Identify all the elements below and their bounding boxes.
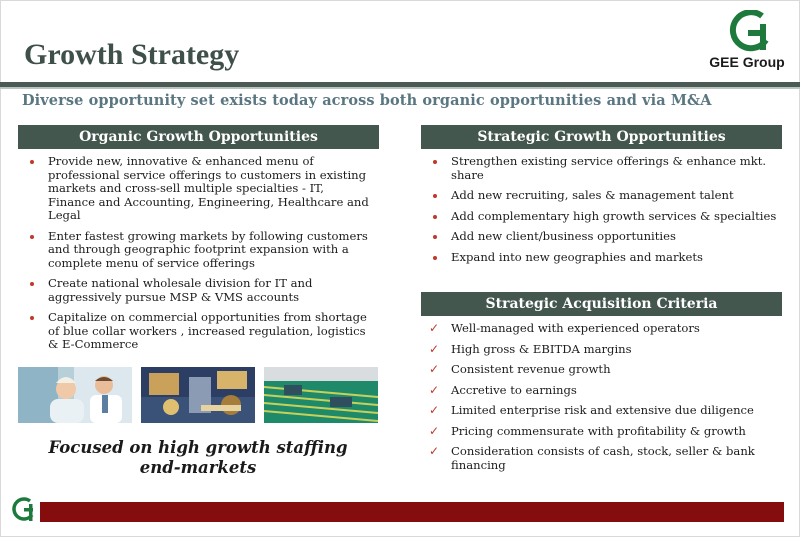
strategic-growth-list [421,155,781,271]
checkmark-icon: ✓ [429,444,440,458]
list-item: Add new client/business opportunities [421,230,781,244]
checkmark-icon: ✓ [429,403,440,417]
checkmark-icon: ✓ [429,362,440,376]
list-item-text: High gross & EBITDA margins [451,341,632,356]
list-item [421,384,781,398]
list-item [421,363,781,377]
list-item: Create national wholesale division for IT and aggressively pursue MSP & VMS accounts [18,277,374,304]
photo-engineering [141,367,255,423]
acquisition-criteria-header: Strategic Acquisition Criteria [421,292,782,316]
checkmark-icon: ✓ [429,341,440,356]
list-item [421,343,781,357]
footer-logo-icon [12,497,38,523]
organic-growth-list [18,155,374,359]
checkmark-icon: ✓ [429,382,440,397]
list-item: Add new recruiting, sales & management talent [421,189,781,203]
organic-caption [18,438,378,478]
list-item-text: Consideration consists of cash, stock, seller & bank financing [451,444,755,472]
list-item-text: Well-managed with experienced operators [451,321,700,335]
list-item-text: Accretive to earnings [451,382,577,397]
list-item: Provide new, innovative & enhanced menu of professional service offerings to customers in existing markets and cross-sell multiple specialties - IT, Finance and Accounting, Engineering, Healthcare and Legal [18,155,374,223]
checkmark-icon: ✓ [429,423,440,438]
caption-line-1: Focused on high growth staffing [48,438,348,457]
list-item-text: Consistent revenue growth [451,362,611,376]
list-item [421,322,781,336]
gee-group-logo [700,10,794,72]
title-divider-light [0,87,800,89]
caption-line-2: end-markets [139,458,257,477]
list-item [421,425,781,439]
organic-growth-header: Organic Growth Opportunities [18,125,379,149]
gee-logo-icon [700,10,794,54]
list-item: Expand into new geographies and markets [421,251,781,265]
strategic-growth-header: Strategic Growth Opportunities [421,125,782,149]
list-item: Enter fastest growing markets by following customers and through geographic footprint expansion with a complete menu of service offerings [18,230,374,271]
checkmark-icon: ✓ [429,321,440,335]
footer-bar [40,502,784,522]
list-item: Add complementary high growth services & specialties [421,210,781,224]
list-item [421,445,781,472]
slide-title: Growth Strategy [24,38,240,71]
acquisition-criteria-list [421,322,781,479]
photo-technology [264,367,378,423]
logo-text: GEE Group [709,54,785,70]
list-item [421,404,781,418]
list-item-text: Limited enterprise risk and extensive due diligence [451,403,754,417]
list-item: Capitalize on commercial opportunities from shortage of blue collar workers , increased regulation, logistics & E-Commerce [18,311,374,352]
list-item: Strengthen existing service offerings & enhance mkt. share [421,155,781,182]
photo-healthcare [18,367,132,423]
list-item-text: Pricing commensurate with profitability & growth [451,423,746,438]
slide-subtitle: Diverse opportunity set exists today across both organic opportunities and via M&A [22,92,712,109]
